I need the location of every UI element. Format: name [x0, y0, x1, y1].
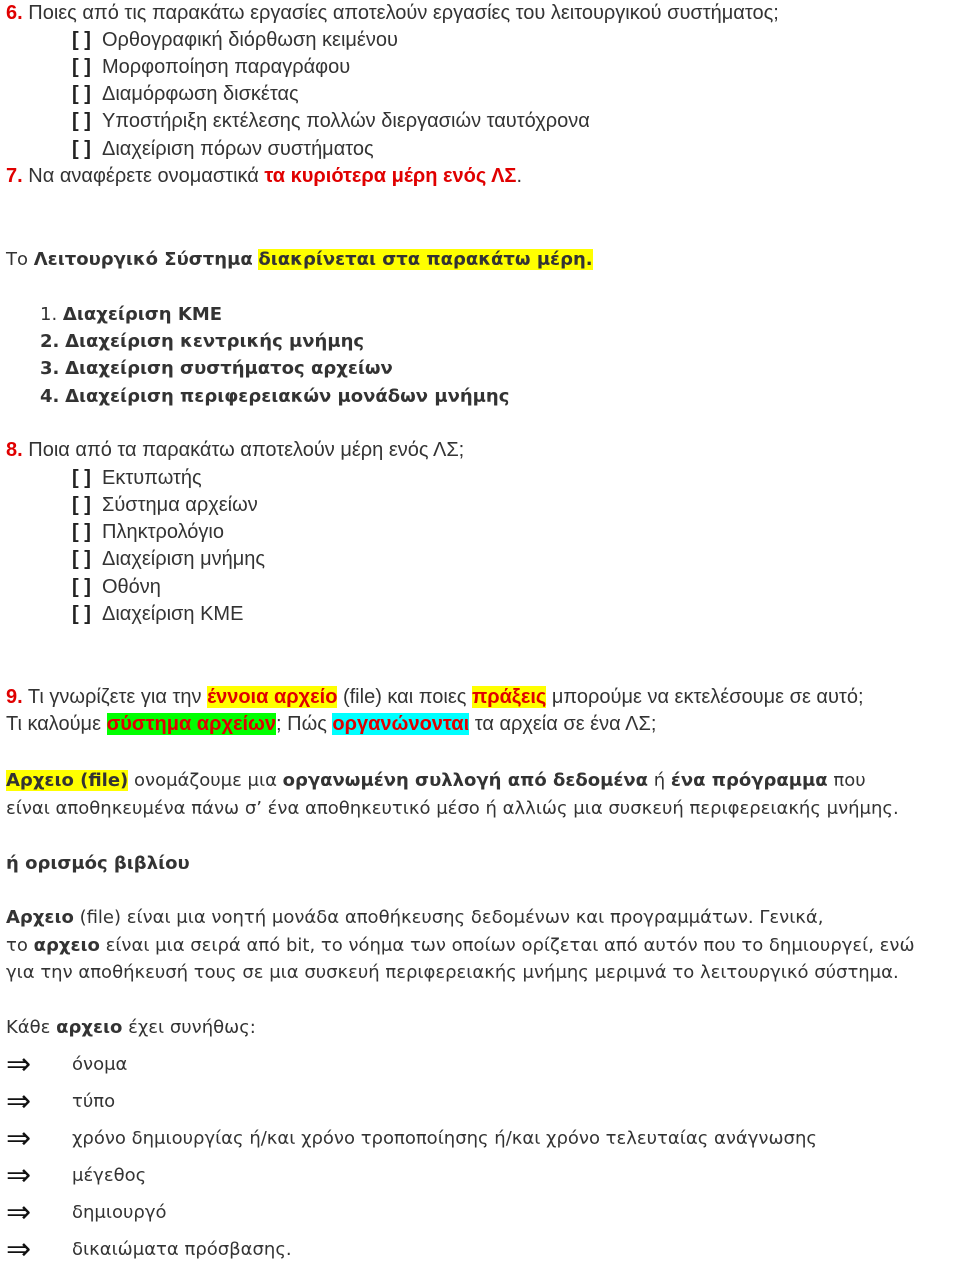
question-text: Τι καλούμε [6, 713, 101, 735]
option-label: Πληκτρολόγιο [102, 521, 224, 543]
question-text: μπορούμε να εκτελέσουμε σε αυτό; [551, 686, 864, 708]
definition-text: ή [653, 770, 666, 791]
option-label: Διαχείριση ΚΜΕ [102, 603, 244, 625]
option-label: Σύστημα αρχείων [102, 494, 258, 516]
attribute-item: όνομα [72, 1054, 128, 1075]
attribute-item: μέγεθος [72, 1165, 147, 1186]
checkbox-option[interactable] [72, 27, 398, 53]
term-bold: αρχειο [56, 1017, 123, 1038]
checkbox-option[interactable] [72, 465, 202, 491]
item-number: 3. [40, 358, 60, 379]
option-label: Διαχείριση μνήμης [102, 548, 265, 570]
question-8-line [6, 437, 464, 463]
question-text: Ποιες από τις παρακάτω εργασίες αποτελούν εργασίες του λειτουργικού συστήματος; [28, 2, 779, 24]
definition-1-line-1 [6, 769, 866, 793]
answer-text: Το [6, 249, 29, 270]
question-emphasis: τα κυριότερα μέρη ενός ΛΣ [264, 165, 517, 187]
checkbox[interactable]: [ ] [72, 467, 91, 489]
item-text: Διαχείριση συστήματος αρχείων [65, 358, 393, 379]
highlight-organized: οργανώνονται [332, 713, 470, 735]
checkbox[interactable]: [ ] [72, 110, 91, 132]
os-part-item [40, 357, 393, 381]
implies-arrow-icon: ⇒ [6, 1084, 32, 1119]
answer-7-intro [6, 248, 593, 272]
os-part-item [40, 385, 509, 409]
checkbox-option[interactable] [72, 54, 350, 80]
option-label: Υποστήριξη εκτέλεσης πολλών διεργασιών ταυτόχρονα [102, 110, 590, 132]
term-bold: Αρχειο [6, 907, 74, 928]
checkbox-option[interactable] [72, 81, 299, 107]
checkbox[interactable]: [ ] [72, 548, 91, 570]
implies-arrow-icon: ⇒ [6, 1047, 32, 1082]
option-label: Διαμόρφωση δισκέτας [102, 83, 299, 105]
intro-text: έχει συνήθως: [128, 1017, 256, 1038]
checkbox[interactable]: [ ] [72, 83, 91, 105]
definition-text: το [6, 935, 28, 956]
checkbox[interactable]: [ ] [72, 521, 91, 543]
definition-text: είναι μια σειρά από bit, το νόημα των οποίων ορίζεται από αυτόν που το δημιουργεί, ενώ [105, 935, 915, 956]
definition-2-line-3: για την αποθήκευσή τους σε μια συσκευή περιφερειακής μνήμης μεριμνά το λειτουργικό σύστημα. [6, 962, 899, 983]
highlight-filesystem: σύστημα αρχείων [106, 713, 277, 735]
question-6-line [6, 0, 779, 26]
answer-highlight: διακρίνεται στα παρακάτω μέρη. [258, 249, 593, 270]
checkbox[interactable]: [ ] [72, 29, 91, 51]
question-text: Να αναφέρετε ονομαστικά [28, 165, 259, 187]
definition-text: ονομάζουμε μια [134, 770, 277, 791]
os-part-item [40, 303, 222, 327]
question-9-line-1 [6, 684, 864, 710]
highlight-operations: πράξεις [471, 686, 547, 708]
implies-arrow-icon: ⇒ [6, 1195, 32, 1230]
question-number: 7. [6, 165, 23, 187]
definition-bold: οργανωμένη συλλογή από δεδομένα [282, 770, 648, 791]
question-number: 9. [6, 686, 23, 708]
option-label: Μορφοποίηση παραγράφου [102, 56, 351, 78]
item-text: Διαχείριση κεντρικής μνήμης [65, 331, 365, 352]
checkbox[interactable]: [ ] [72, 576, 91, 598]
question-text: τα αρχεία σε ένα ΛΣ; [474, 713, 657, 735]
attributes-intro [6, 1016, 256, 1040]
checkbox-option[interactable] [72, 136, 374, 162]
term-highlight: Αρχειο (file) [6, 770, 129, 791]
checkbox-option[interactable] [72, 546, 265, 572]
item-text: Διαχείριση περιφερειακών μονάδων μνήμης [65, 386, 510, 407]
checkbox[interactable]: [ ] [72, 603, 91, 625]
option-label: Ορθογραφική διόρθωση κειμένου [102, 29, 398, 51]
question-text-end: . [516, 165, 522, 187]
attribute-item: δικαιώματα πρόσβασης. [72, 1239, 292, 1260]
answer-bold: Λειτουργικό Σύστημα [33, 249, 253, 270]
definition-bold: ένα πρόγραμμα [670, 770, 828, 791]
definition-2-line-2 [6, 934, 915, 958]
definition-text: που [833, 770, 866, 791]
definition-2-line-1 [6, 906, 823, 930]
attribute-item: δημιουργό [72, 1202, 167, 1223]
definition-1-line-2: είναι αποθηκευμένα πάνω σ’ ένα αποθηκευτικό μέσο ή αλλιώς μια συσκευή περιφερειακής μνήμης. [6, 798, 899, 819]
highlight-concept: έννοια αρχείο [207, 686, 338, 708]
checkbox[interactable]: [ ] [72, 138, 91, 160]
definition-text: (file) είναι μια νοητή μονάδα αποθήκευσης δεδομένων και προγραμμάτων. Γενικά, [79, 907, 824, 928]
checkbox-option[interactable] [72, 108, 590, 134]
checkbox-option[interactable] [72, 574, 161, 600]
question-7-line [6, 163, 522, 189]
intro-text: Κάθε [6, 1017, 51, 1038]
item-number: 2. [40, 331, 60, 352]
alt-definition-title: ή ορισμός βιβλίου [6, 853, 190, 874]
question-text: Ποια από τα παρακάτω αποτελούν μέρη ενός ΛΣ; [28, 439, 465, 461]
implies-arrow-icon: ⇒ [6, 1232, 32, 1267]
question-text: Τι γνωρίζετε για την [27, 686, 202, 708]
question-9-line-2 [6, 711, 656, 737]
question-text: (file) και ποιες [342, 686, 467, 708]
option-label: Διαχείριση πόρων συστήματος [102, 138, 374, 160]
option-label: Οθόνη [102, 576, 161, 598]
os-part-item [40, 330, 364, 354]
item-number: 1. [40, 304, 58, 325]
question-text: ; Πώς [276, 713, 327, 735]
item-number: 4. [40, 386, 60, 407]
term-bold: αρχειο [33, 935, 100, 956]
attribute-item: τύπο [72, 1091, 116, 1112]
question-number: 8. [6, 439, 23, 461]
implies-arrow-icon: ⇒ [6, 1121, 32, 1156]
checkbox-option[interactable] [72, 601, 243, 627]
checkbox-option[interactable] [72, 519, 224, 545]
implies-arrow-icon: ⇒ [6, 1158, 32, 1193]
checkbox-option[interactable] [72, 492, 258, 518]
checkbox[interactable]: [ ] [72, 494, 91, 516]
question-number: 6. [6, 2, 23, 24]
option-label: Εκτυπωτής [102, 467, 202, 489]
attribute-item: χρόνο δημιουργίας ή/και χρόνο τροποποίησης ή/και χρόνο τελευταίας ανάγνωσης [72, 1128, 817, 1149]
checkbox[interactable]: [ ] [72, 56, 91, 78]
item-text: Διαχείριση ΚΜΕ [62, 304, 223, 325]
